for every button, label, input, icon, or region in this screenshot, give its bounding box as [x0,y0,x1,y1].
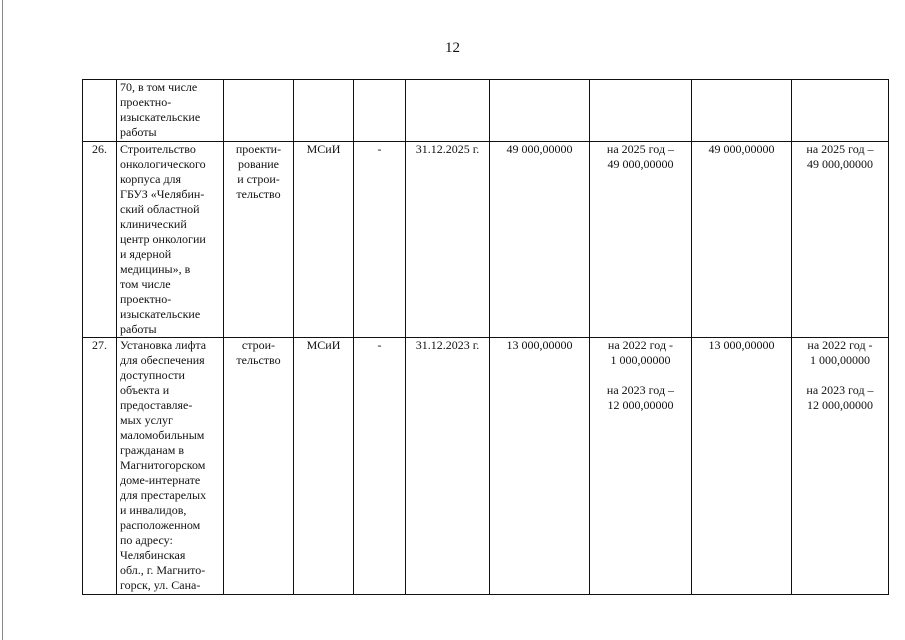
yearly-cost-cell [590,142,692,338]
dash-cell [354,80,406,142]
total-cost-cell: 13 000,00000 [490,338,590,595]
funding-total-cell [692,80,792,142]
yearly-funding-entry: на 2025 год – 49 000,00000 [806,142,874,171]
funding-total-cell: 13 000,00000 [692,338,792,595]
table-row [83,80,889,142]
customer-cell [294,80,354,142]
work-type-cell: строи- тельство [224,338,294,595]
row-number-cell: 26. [83,142,117,338]
total-cost-cell: 49 000,00000 [490,142,590,338]
row-number-cell [83,80,117,142]
yearly-cost-entry: на 2023 год – 12 000,00000 [606,383,675,412]
customer-cell: МСиИ [294,338,354,595]
yearly-funding-entry: на 2023 год – 12 000,00000 [806,383,874,412]
total-cost-cell [490,80,590,142]
yearly-cost-cell [590,338,692,595]
work-type-cell [224,80,294,142]
dash-cell: - [354,338,406,595]
scan-edge-line [2,0,3,640]
object-name-cell: Строительство онкологического корпуса для ГБУЗ «Челябин- ский областной клинический центр онкологии и ядерной медицины», в том числе проектно- изыскательские работы [117,142,224,338]
work-type-cell: проекти- рование и строи- тельство [224,142,294,338]
customer-cell: МСиИ [294,142,354,338]
deadline-cell [406,80,490,142]
yearly-cost-cell [590,80,692,142]
yearly-funding-entry: на 2022 год - 1 000,00000 [807,338,873,367]
table-row [83,338,889,595]
deadline-cell: 31.12.2023 г. [406,338,490,595]
yearly-funding-cell [792,80,889,142]
data-table [82,79,889,595]
object-name-cell: Установка лифта для обеспечения доступности объекта и предоставляе- мых услуг маломобильным гражданам в Магнитогорском доме-интернате для престарелых и инвалидов, расположенном по адресу: Челябинская обл., г. Магнито- горск, ул. Сана- [117,338,224,595]
yearly-funding-cell [792,338,889,595]
dash-cell: - [354,142,406,338]
table-row [83,142,889,338]
deadline-cell: 31.12.2025 г. [406,142,490,338]
yearly-funding-cell [792,142,889,338]
row-number-cell: 27. [83,338,117,595]
object-name-cell: 70, в том числе проектно- изыскательские работы [117,80,224,142]
yearly-cost-entry: на 2022 год - 1 000,00000 [607,338,674,367]
yearly-cost-entry: на 2025 год – 49 000,00000 [606,142,675,171]
funding-total-cell: 49 000,00000 [692,142,792,338]
page-number: 12 [445,40,460,56]
